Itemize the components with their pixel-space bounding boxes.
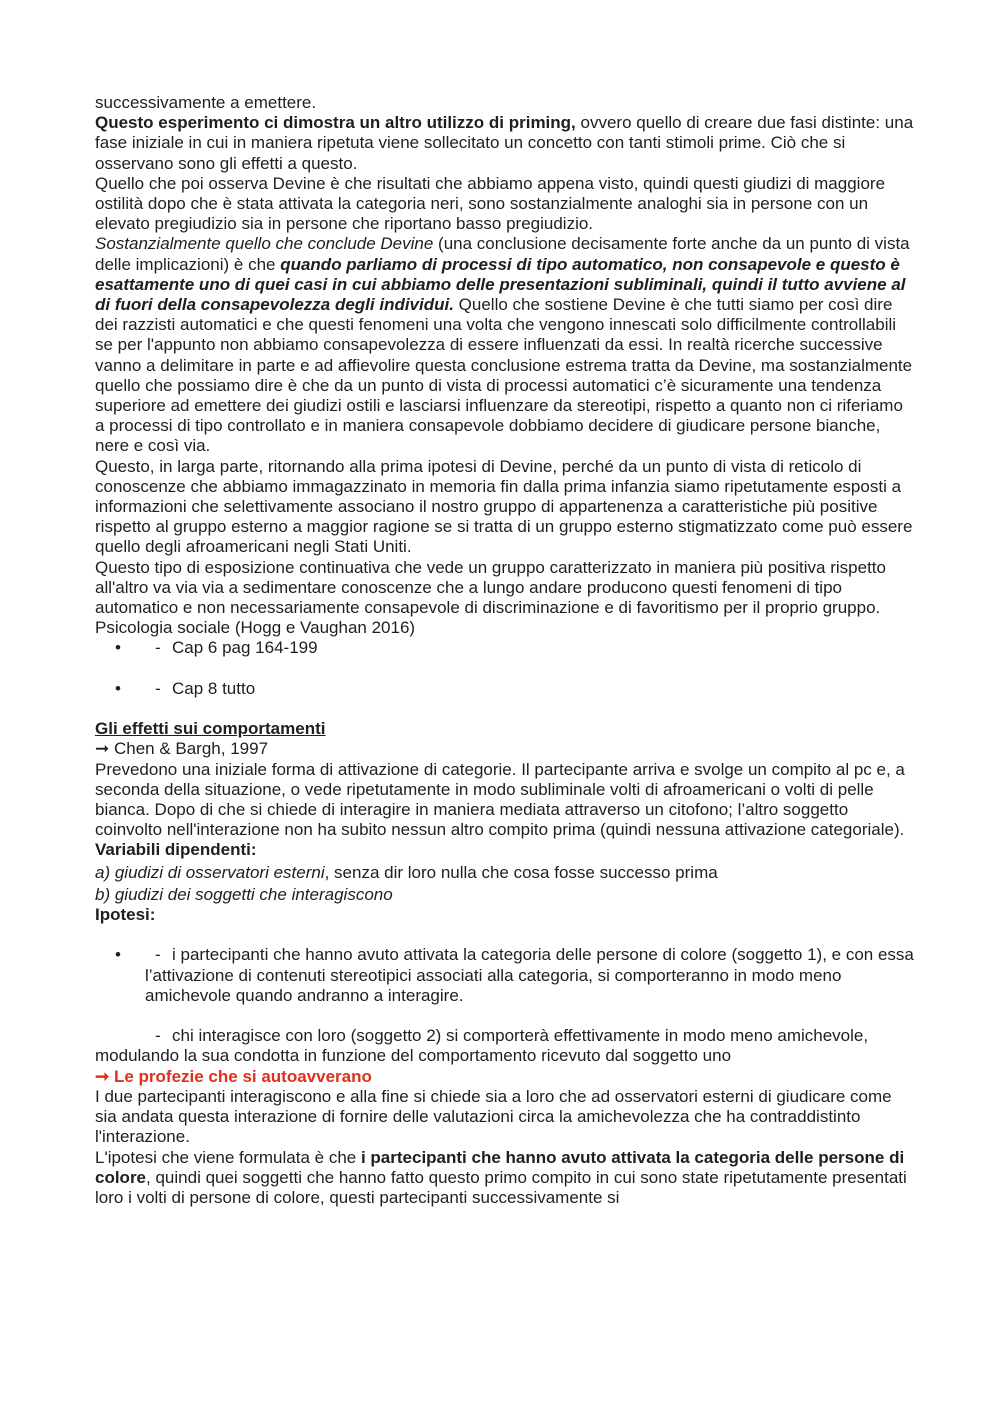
paragraph-3: Quello che poi osserva Devine è che risultati che abbiamo appena visto, quindi questi giudizi di maggiore ostilità dopo che è stata attivata la categoria neri, sono sostanzialmente analoghi sia in persone con un elevato pregiudizio sia in persone che riportano basso pregiudizio. (95, 173, 886, 234)
bold-lead: Questo esperimento ci dimostra un altro utilizzo di priming, (95, 113, 576, 133)
bold-italic-conclusion: quando parliamo di processi di tipo automatico, non consapevole e questo è esattamente uno di quei casi in cui abbiamo delle presentazioni subliminali, quindi il tutto avviene al di fuori della consapevolezza degli individui. (95, 254, 906, 315)
variables-title: Variabili dipendenti: (95, 840, 257, 860)
self-fulfilling-prophecy-note: ➞ Le profezie che si autoavverano (95, 1066, 372, 1086)
hypotheses-title: Ipotesi: (95, 905, 156, 925)
hypothesis-1-text: i partecipanti che hanno avuto attivata la categoria delle persone di colore (soggetto 1), e con essa l’attivazione di contenuti stereotipici associati alla categoria, si comporteranno in modo meno amichevole quando andranno a interagire. (145, 945, 914, 1005)
paragraph-5: Questo, in larga parte, ritornando alla prima ipotesi di Devine, perché da un punto di vista di reticolo di conoscenze che abbiamo immagazzinato in memoria fin dalla prima infanzia siamo ripetutamente esposti a informazioni che selettivamente associano il nostro gruppo di appartenenza a caratteristiche più positive rispetto al gruppo esterno a maggior ragione se si tratta di un gruppo esterno stigmatizzato come può essere quello degli afroamericani negli Stati Uniti. (95, 456, 913, 557)
hypothesis-2 (95, 1026, 915, 1066)
dash-marker: - (155, 945, 161, 965)
paragraph-2-rest: ovvero quello di creare due fasi distinte: una fase iniziale in cui in maniera ripetuta viene sollecitato un concetto con tanti stimoli prime. Ciò che si osservano sono gli effetti a questo. (95, 113, 914, 173)
dash-marker: - (155, 638, 161, 658)
variable-b: b) giudizi dei soggetti che interagiscono (95, 884, 393, 904)
paragraph-9-pre: L'ipotesi che viene formulata è che (95, 1147, 361, 1167)
document-page (95, 93, 915, 1208)
paragraph-4-mid: (una conclusione decisamente forte anche da un punto di vista delle implicazioni) è che (95, 234, 910, 274)
paragraph-4-rest: Quello che sostiene Devine è che tutti siamo per così dire dei razzisti automatici e che questi fenomeni una volta che vengono innescati solo difficilmente controllabili se per l'appunto non abbiamo consapevolezza di essere influenzati da essi. In realtà ricerche successive vanno a delimitare in parte e ad affievolire questa conclusione estrema tratta da Devine, ma sostanzialmente quello che possiamo dire è che da un punto di vista di processi automatici c’è sicuramente una tendenza superiore ad emettere dei giudizi ostili e lasciarsi influenzare da stereotipi, rispetto a quanto non ci riferiamo a processi di tipo controllato e in maniera consapevole dobbiamo decidere di giudicare persone bianche, nere e così via. (95, 295, 913, 456)
variable-a-rest: , senza dir loro nulla che cosa fosse successo prima (324, 862, 718, 882)
variable-a-italic: a) giudizi di osservatori esterni (95, 862, 325, 882)
hypothesis-2-text: chi interagisce con loro (soggetto 2) si comporterà effettivamente in modo meno amichevole, modulando la sua condotta in funzione del comportamento ricevuto dal soggetto uno (95, 1026, 869, 1066)
hypothesis-1 (95, 945, 915, 1006)
section-title: Gli effetti sui comportamenti (95, 719, 326, 739)
reference-line: Psicologia sociale (Hogg e Vaughan 2016) (95, 618, 416, 638)
paragraph-9-bold: i partecipanti che hanno avuto attivata la categoria delle persone di colore (95, 1147, 905, 1187)
bullet-icon: • (115, 945, 121, 965)
paragraph-8: I due partecipanti interagiscono e alla fine si chiede sia a loro che ad osservatori esterni di giudicare come sia andata questa interazione di fornire delle valutazioni circa la amichevolezza che ha contraddistinto l'interazione. (95, 1086, 892, 1147)
paragraph-1: successivamente a emettere. (95, 93, 317, 112)
dash-marker: - (155, 1026, 161, 1046)
bullet-icon: • (115, 638, 121, 658)
bullet-icon: • (115, 678, 121, 698)
italic-lead: Sostanzialmente quello che conclude Devine (95, 234, 434, 254)
paragraph-9-rest: , quindi quei soggetti che hanno fatto questo primo compito in cui sono state ripetutamente presentati loro i volti di persone di colore, questi partecipanti successivamente si (95, 1167, 907, 1207)
paragraph-6: Questo tipo di esposizione continuativa che vede un gruppo caratterizzato in maniera più positiva rispetto all'altro va via via a sedimentare conoscenze che a lungo andare producono questi fenomeni di tipo automatico e non necessariamente consapevole di discriminazione e di favoritismo per il proprio gruppo. (95, 557, 886, 618)
variable-a (95, 863, 915, 883)
paragraph-7: Prevedono una iniziale forma di attivazione di categorie. Il partecipante arriva e svolge un compito al pc e, a seconda della situazione, o vede ripetutamente in modo subliminale volti di afroamericani o volti di pelle bianca. Dopo di che si chiede di interagire in maniera mediata attraverso un citofono; l’altro soggetto coinvolto nell'interazione non ha subito nessun altro compito prima (quindi nessuna attivazione categoriale). (95, 759, 905, 840)
list-item (95, 638, 915, 658)
list-item (95, 679, 915, 699)
paragraph-2 (95, 113, 915, 174)
paragraph-4 (95, 234, 915, 456)
dash-marker: - (155, 678, 161, 698)
list-item-text: Cap 6 pag 164-199 (172, 638, 318, 658)
list-item-text: Cap 8 tutto (172, 678, 256, 698)
citation: ➞ Chen & Bargh, 1997 (95, 739, 269, 759)
paragraph-9 (95, 1148, 915, 1209)
